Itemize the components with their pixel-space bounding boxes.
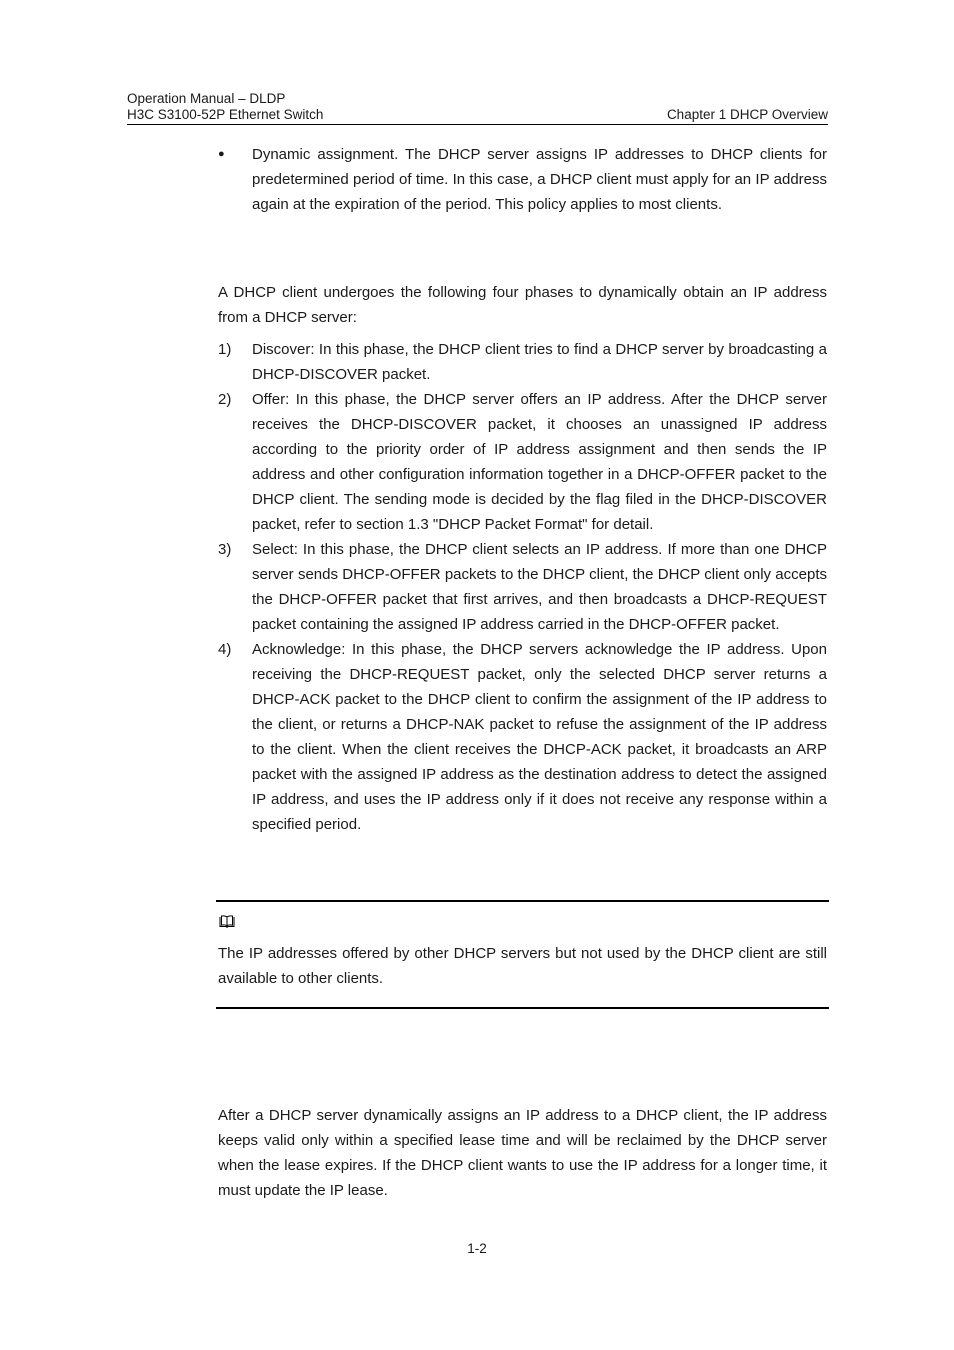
bullet-item-dynamic-assignment bbox=[218, 142, 827, 217]
manual-title: Operation Manual – DLDP bbox=[127, 91, 286, 106]
list-item-text: Discover: In this phase, the DHCP client tries to find a DHCP server by broadcasting a DHCP-DISCOVER packet. bbox=[252, 341, 827, 383]
phases-list bbox=[218, 337, 827, 837]
header-divider bbox=[127, 124, 828, 125]
list-item bbox=[218, 387, 827, 537]
list-item-number: 4) bbox=[218, 641, 232, 658]
note-text: The IP addresses offered by other DHCP servers but not used by the DHCP client are still available to other clients. bbox=[218, 945, 827, 987]
list-item-number: 3) bbox=[218, 541, 232, 558]
page-number: 1-2 bbox=[467, 1241, 487, 1256]
note-top-divider bbox=[216, 900, 829, 902]
list-item-text: Acknowledge: In this phase, the DHCP servers acknowledge the IP address. Upon receiving the DHCP-REQUEST packet, only the selected DHCP server returns a DHCP-ACK packet to the DHCP client to confirm the assignment of the IP address to the client, or returns a DHCP-NAK packet to refuse the assignment of the IP address to the client. When the client receives the DHCP-ACK packet, it broadcasts an ARP packet with the assigned IP address as the destination address to detect the assigned IP address, and uses the IP address only if it does not receive any response within a specified period. bbox=[252, 641, 827, 833]
product-name: H3C S3100-52P Ethernet Switch bbox=[127, 107, 324, 122]
chapter-title: Chapter 1 DHCP Overview bbox=[666, 107, 828, 122]
intro-paragraph: A DHCP client undergoes the following four phases to dynamically obtain an IP address from a DHCP server: bbox=[218, 284, 827, 326]
bullet-text: Dynamic assignment. The DHCP server assigns IP addresses to DHCP clients for predetermined period of time. In this case, a DHCP client must apply for an IP address again at the expiration of the period. This policy applies to most clients. bbox=[252, 146, 827, 213]
lease-paragraph: After a DHCP server dynamically assigns an IP address to a DHCP client, the IP address keeps valid only within a specified lease time and will be reclaimed by the DHCP server when the lease expires. If the DHCP client wants to use the IP address for a longer time, it must update the IP lease. bbox=[218, 1107, 827, 1199]
list-item-number: 2) bbox=[218, 391, 232, 408]
list-item bbox=[218, 337, 827, 387]
book-icon bbox=[219, 915, 235, 928]
list-item-number: 1) bbox=[218, 341, 232, 358]
page-header bbox=[127, 91, 828, 123]
list-item-text: Offer: In this phase, the DHCP server offers an IP address. After the DHCP server receives the DHCP-DISCOVER packet, it chooses an unassigned IP address according to the priority order of IP address assignment and then sends the IP address and other configuration information together in a DHCP-OFFER packet to the DHCP client. The sending mode is decided by the flag filed in the DHCP-DISCOVER packet, refer to section 1.3 "DHCP Packet Format" for detail. bbox=[252, 391, 827, 533]
list-item bbox=[218, 637, 827, 837]
note-bottom-divider bbox=[216, 1007, 829, 1009]
list-item bbox=[218, 537, 827, 637]
list-item-text: Select: In this phase, the DHCP client selects an IP address. If more than one DHCP server sends DHCP-OFFER packets to the DHCP client, the DHCP client only accepts the DHCP-OFFER packet that first arrives, and then broadcasts a DHCP-REQUEST packet containing the assigned IP address carried in the DHCP-OFFER packet. bbox=[252, 541, 827, 633]
bullet-dot-icon: ● bbox=[218, 148, 225, 160]
